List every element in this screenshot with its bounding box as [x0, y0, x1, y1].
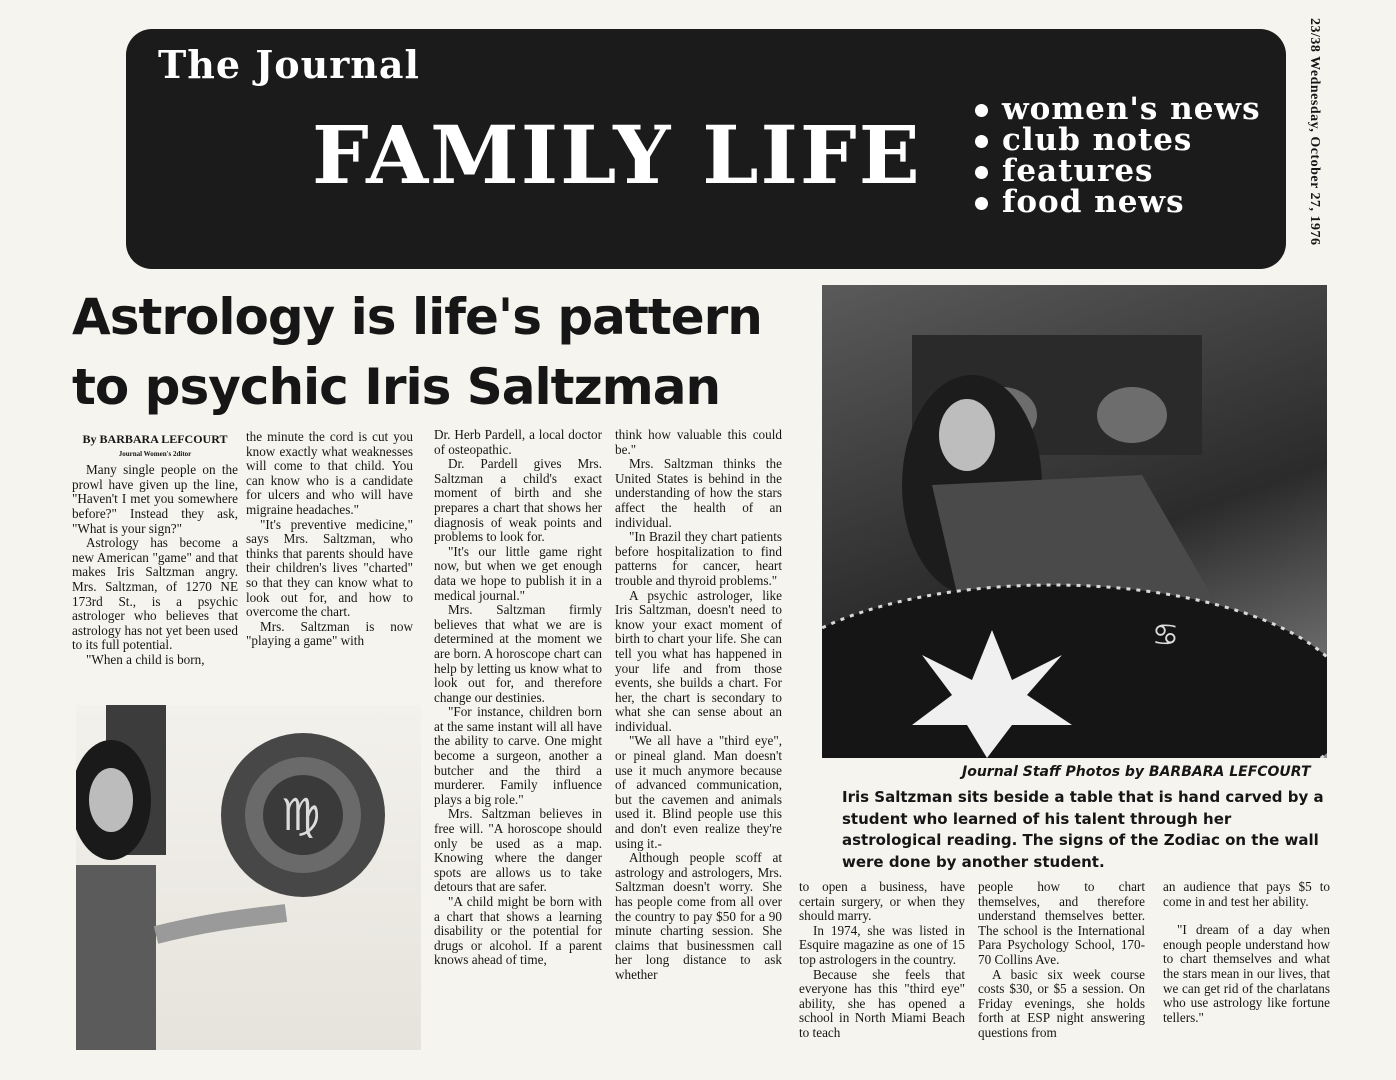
section-item: club notes: [975, 125, 1261, 156]
svg-text:♋: ♋: [1152, 618, 1179, 653]
photo-credit: Journal Staff Photos by BARBARA LEFCOURT: [962, 764, 1311, 780]
paragraph: an audience that pays $5 to come in and test her ability.: [1163, 879, 1330, 909]
paragraph: Although people scoff at astrology and astrologers, Mrs. Saltzman doesn't worry. She has people come from all over the country to pay $50 for a 90 minute charting session. She claims that businessmen call her long distance to ask whether: [615, 850, 782, 982]
paragraph: "When a child is born,: [86, 651, 205, 667]
paragraph: Many single people on the prowl have given up the line, "Haven't I met you somewhere before?" Instead they ask, "What is your sign?": [72, 462, 238, 536]
newspaper-name: The Journal: [158, 42, 420, 87]
paragraph: In 1974, she was listed in Esquire magazine as one of 15 top astrologers in the country.: [799, 922, 965, 967]
paragraph: people how to chart themselves, and therefore understand themselves better. The school is the International Para Psychology School, 170-70 Collins Ave.: [978, 879, 1145, 967]
paragraph: "I dream of a day when enough people understand how to chart themselves and what the stars mean in our lives, that we can get rid of the charlatans who use astrology like fortune tellers.": [1163, 922, 1330, 1025]
paragraph: Mrs. Saltzman is now "playing a game" with: [246, 618, 413, 649]
paragraph: "It's our little game right now, but when we get enough data we hope to publish it in a medical journal.": [434, 543, 602, 603]
article-column-4: [615, 428, 782, 983]
article-column-6: [978, 880, 1145, 1041]
bullet-icon: [975, 135, 988, 148]
article-headline: [72, 282, 772, 422]
paragraph: Dr. Herb Pardell, a local doctor of osteopathic.: [434, 427, 602, 457]
bullet-icon: [975, 166, 988, 179]
section-item: food news: [975, 187, 1261, 218]
bullet-icon: [975, 197, 988, 210]
photo-woman-zodiac-plaque: [76, 705, 421, 1050]
paragraph: A psychic astrologer, like Iris Saltzman, doesn't need to know your exact moment of birth to chart your life. She can tell you what has happened in your life and from those events, she builds a chart. For her, the chart is secondary to what she can sense about an individual.: [615, 587, 782, 734]
paragraph: "For instance, children born at the same instant will all have the ability to carve. One might become a surgeon, another a butcher and the third a murderer. Family influence plays a big role.": [434, 704, 602, 807]
article-column-1: [72, 432, 238, 668]
paragraph: Because she feels that everyone has this "third eye" ability, she has opened a school in North Miami Beach to teach: [799, 966, 965, 1040]
paragraph: "A child might be born with a chart that shows a learning disability or the potential for drugs or alcohol. If a parent knows ahead of time,: [434, 894, 602, 968]
byline: By BARBARA LEFCOURT: [82, 432, 228, 446]
headline-line: to psychic Iris Saltzman: [72, 358, 721, 416]
photo-woman-carved-table: [822, 285, 1327, 758]
carved-table-illustration: [822, 285, 1327, 758]
article-column-2: [246, 430, 413, 649]
byline-title: Journal Women's 2ditor: [118, 449, 192, 458]
paragraph: Dr. Pardell gives Mrs. Saltzman a child's exact moment of birth and she prepares a chart that shows her diagnosis of weak points and problems to look for.: [434, 456, 602, 545]
section-item: women's news: [975, 94, 1261, 125]
section-list: [975, 91, 1261, 220]
paragraph: Mrs. Saltzman thinks the United States is behind in the understanding of how the stars affect the health of an individual.: [615, 456, 782, 530]
paragraph: A basic six week course costs $30, or $5 a session. On Friday evenings, she holds forth at ESP night answering questions from: [978, 966, 1145, 1040]
headline-line: Astrology is life's pattern: [72, 288, 762, 346]
paragraph: Mrs. Saltzman believes in free will. "A horoscope should only be used as a map. Knowing where the danger spots are allows us to take detours that are safer.: [434, 806, 602, 895]
dateline: 23/38 Wednesday, October 27, 1976: [1307, 18, 1322, 246]
paragraph: Mrs. Saltzman firmly believes that what we are is determined at the moment we are born. A horoscope chart can help by letting us know what to look out for, and therefore change our destinies.: [434, 602, 602, 705]
article-column-5: [799, 880, 965, 1041]
article-column-7: [1163, 880, 1330, 1025]
paragraph: think how valuable this could be.": [615, 427, 782, 457]
paragraph: "We all have a "third eye", or pineal gland. Man doesn't use it much anymore because of advanced communication, but the cavemen and animals used it. Blind people use this and don't even realize they're using it.-: [615, 733, 782, 851]
svg-text:♍: ♍: [281, 790, 321, 841]
paragraph: Astrology has become a new American "game" and that makes Iris Saltzman angry. Mrs. Saltzman, of 1270 NE 173rd St., is a psychic astrologer who believes that astrology has not yet been used to its full potential.: [72, 535, 238, 653]
bullet-icon: [975, 104, 988, 117]
zodiac-plaque-illustration: [76, 705, 421, 1050]
paragraph: "It's preventive medicine," says Mrs. Saltzman, who thinks that parents should have their children's lives "charted" so that they can know what to look out for, and how to overcome the chart.: [246, 516, 413, 620]
paragraph: the minute the cord is cut you know exactly what weaknesses will come to that child. You can know who is a candidate for ulcers and who will have migraine headaches.": [246, 429, 413, 517]
article-column-3: [434, 428, 602, 968]
section-item: features: [975, 156, 1261, 187]
photo-caption: Iris Saltzman sits beside a table that is hand carved by a student who learned of his talent through her astrological reading. The signs of the Zodiac on the wall were done by another student.: [842, 788, 1324, 871]
paragraph: to open a business, have certain surgery, or when they should marry.: [799, 879, 965, 924]
paragraph: "In Brazil they chart patients before hospitalization to find patterns for cancer, heart trouble and thyroid problems.": [615, 529, 782, 588]
section-title: FAMILY LIFE: [312, 108, 922, 202]
